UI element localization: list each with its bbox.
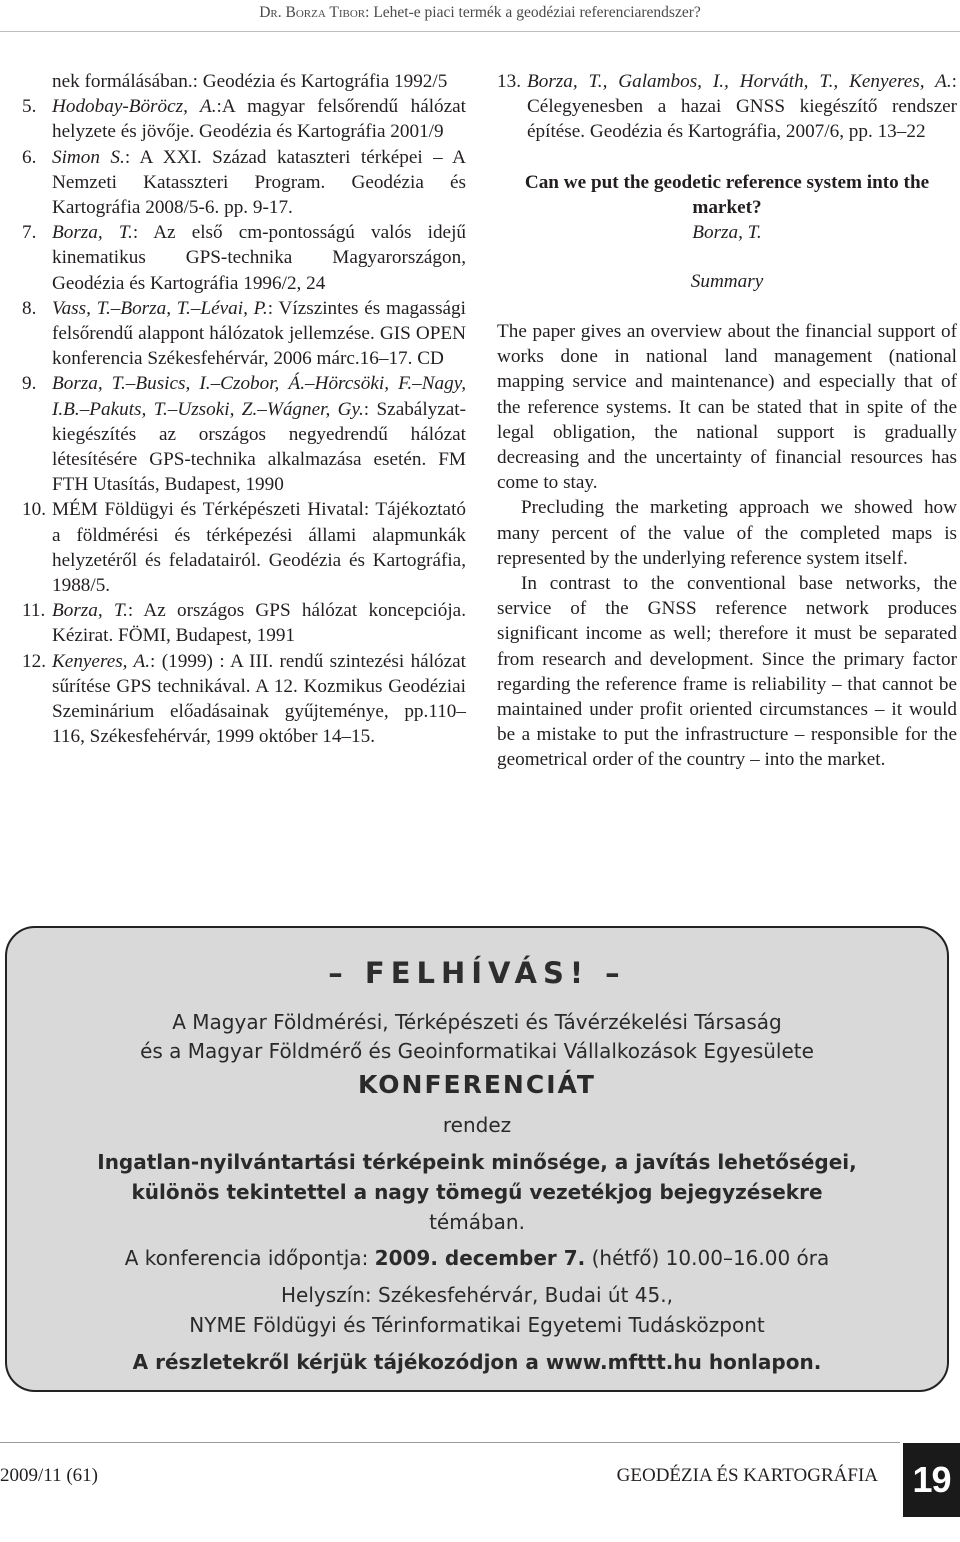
announcement-heading: – FELHÍVÁS! – xyxy=(328,956,626,990)
more-info-line: A részletekről kérjük tájékozódjon a www.mfttt.hu honlapon. xyxy=(132,1350,822,1374)
header-title: Lehet-e piaci termék a geodéziai referenciarendszer? xyxy=(369,4,701,21)
header-author: Dr. Borza Tibor: xyxy=(259,4,370,21)
reference-7: 7. Borza, T.: Az első cm-pontosságú valós idejű kinematikus GPS-technika Magyarországon, Geodézia és Kartográfia 1996/2, 24 xyxy=(22,222,466,294)
reference-9: 9. Borza, T.–Busics, I.–Czobor, Á.–Hörcsöki, F.–Nagy, I.B.–Pakuts, T.–Uzsoki, Z.–Wágner, Gy.: Szabályzat-kiegészítés az országos negyedrendű hálózat létesítésére GPS-technika alkalmazása esetén. FM FTH Utasítás, Budapest, 1990 xyxy=(22,373,467,496)
right-column xyxy=(497,69,957,773)
reference-11: 11. Borza, T.: Az országos GPS hálózat koncepciója. Kézirat. FÖMI, Budapest, 1991 xyxy=(22,600,466,647)
venue-line-2: NYME Földügyi és Térinformatikai Egyetemi Tudásközpont xyxy=(189,1313,765,1337)
summary-paragraph-1: The paper gives an overview about the financial support of works done in national land management (national mapping service and maintenance) and especially that of the reference systems. It can be stated that in spite of the legal obligation, the national support is gradually decreasing and the uncertainty of financial resources has come to stay. xyxy=(497,321,957,494)
summary-heading: Summary xyxy=(690,270,764,292)
article-title: Can we put the geodetic reference system into the market? xyxy=(524,171,930,218)
topic-line-2: különös tekintettel a nagy tömegű vezetékjog bejegyzésekre xyxy=(131,1180,823,1204)
reference-continuation: nek formálásában.: Geodézia és Kartográfia 1992/5 xyxy=(52,71,448,92)
reference-12: 12. Kenyeres, A.: (1999) : A III. rendű szintezési hálózat sűrítése GPS technikával. A 12. Kozmikus Geodéziai Szeminárium előadásainak gyűjteménye, pp.110–116, Székesfehérvár, 1999 október 14–15. xyxy=(22,650,466,748)
footer-divider xyxy=(0,1442,900,1443)
organizer-line-1: A Magyar Földmérési, Térképészeti és Távérzékelési Társaság xyxy=(172,1010,782,1034)
issue-number: 2009/11 (61) xyxy=(0,1465,98,1486)
page-number: 19 xyxy=(903,1443,960,1517)
article-author: Borza, T. xyxy=(692,221,762,243)
header-divider xyxy=(0,31,960,32)
venue-line-1: Helyszín: Székesfehérvár, Budai út 45., xyxy=(281,1283,673,1307)
conference-announcement-box xyxy=(5,926,949,1392)
journal-name: GEODÉZIA ÉS KARTOGRÁFIA xyxy=(616,1465,878,1486)
reference-6: 6. Simon S.: A XXI. Század kataszteri térképei – A Nemzeti Katasszteri Program. Geodézia és Kartográfia 2008/5-6. pp. 9-17. xyxy=(22,146,466,219)
reference-13: 13. Borza, T., Galambos, I., Horváth, T., Kenyeres, A.: Célegyenesben a hazai GNSS kiegészítő rendszer építése. Geodézia és Kartográfia, 2007/6, pp. 13–22 xyxy=(497,71,957,143)
reference-5: 5. Hodobay-Böröcz, A.:A magyar felsőrendű hálózat helyzete és jövője. Geodézia és Kartográfia 2001/9 xyxy=(22,96,466,143)
organizer-line-2: és a Magyar Földmérő és Geoinformatikai Vállalkozások Egyesülete xyxy=(140,1039,814,1063)
topic-suffix: témában. xyxy=(429,1210,525,1234)
summary-paragraph-2: Precluding the marketing approach we showed how many percent of the value of the completed maps is represented by the underlying reference system itself. xyxy=(497,497,957,569)
rendez-word: rendez xyxy=(442,1113,512,1137)
summary-paragraph-3: In contrast to the conventional base networks, the service of the GNSS reference network produces significant income as well; therefore it must be separated from research and development. Since the primary factor regarding the reference frame is reliability – that cannot be maintained under profit oriented circumstances – it would be a mistake to put the infrastructure – responsible for the geometrical order of the country – into the market. xyxy=(497,573,957,771)
conference-date: A konferencia időpontja: 2009. december 7. (hétfő) 10.00–16.00 óra xyxy=(124,1246,830,1270)
topic-line-1: Ingatlan-nyilvántartási térképeink minősége, a javítás lehetőségei, xyxy=(97,1150,857,1174)
running-header xyxy=(0,0,960,21)
left-column xyxy=(22,69,466,749)
reference-10: 10. MÉM Földügyi és Térképészeti Hivatal: Tájékoztató a földmérési és térképezési állami alapmunkák helyzetéről és feladatairól. Geodézia és Kartográfia, 1988/5. xyxy=(22,499,466,597)
conference-word: KONFERENCIÁT xyxy=(358,1070,596,1099)
reference-8: 8. Vass, T.–Borza, T.–Lévai, P.: Vízszintes és magassági felsőrendű alappont hálózatok jellemzése. GIS OPEN konferencia Székesfehérvár, 2006 márc.16–17. CD xyxy=(22,297,466,370)
